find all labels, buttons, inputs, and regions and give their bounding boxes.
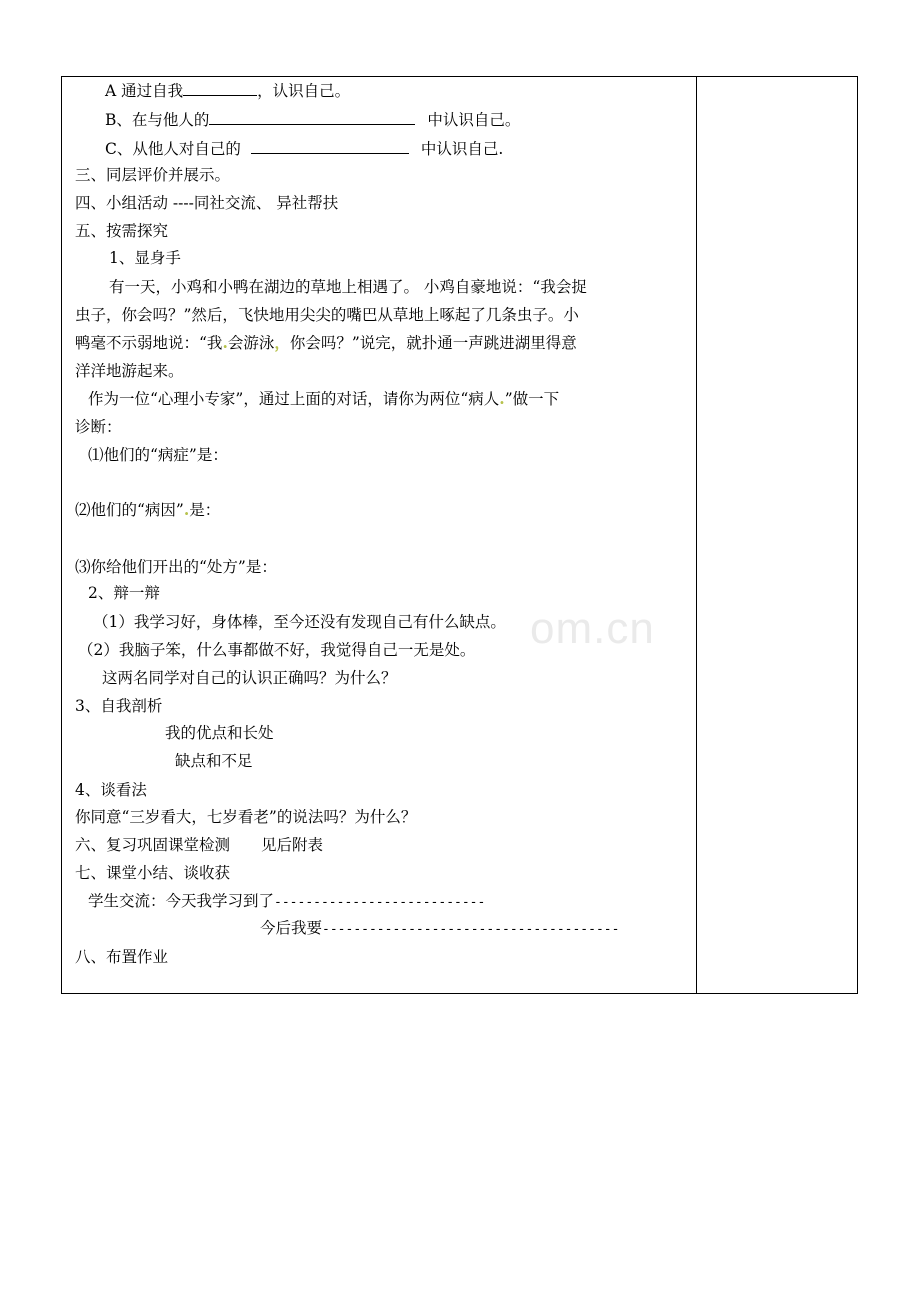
debate-question: 这两名同学对自己的认识正确吗？为什么？ [102, 669, 397, 687]
question-3: ⑶你给他们开出的“处方”是： [75, 558, 277, 576]
opinion-question: 你同意“三岁看大，七岁看老”的说法吗？为什么？ [75, 808, 417, 826]
story-line-2: 虫子，你会吗？”然后，飞快地用尖尖的嘴巴从草地上啄起了几条虫子。小 [75, 306, 579, 324]
item-c [105, 137, 503, 160]
expert-line-1b: ”做一下 [504, 390, 560, 408]
story-line-3b: 会游泳 [227, 334, 275, 352]
question-2a: ⑵他们的“病因” [75, 501, 184, 519]
item-b-text: B、在与他人的 [105, 111, 210, 129]
item-b-tail: 中认识自己。 [427, 111, 521, 129]
question-2b: 是： [189, 501, 221, 519]
section-7: 七、课堂小结、谈收获 [75, 864, 231, 882]
story-line-3: 鸭毫不示弱地说：“我.会游泳，你会吗？”说完，就扑通一声跳进湖里得意 [75, 333, 577, 352]
story-line-3a: 鸭毫不示弱地说：“我 [75, 334, 223, 352]
expert-line-2: 诊断： [75, 418, 122, 436]
section-5-4: 4、谈看法 [75, 781, 147, 799]
item-b [105, 108, 520, 131]
expert-line-1: 作为一位“心理小专家”，通过上面的对话，请你为两位“病人.”做一下 [88, 389, 560, 408]
advantages: 我的优点和长处 [165, 724, 274, 742]
question-2: ⑵他们的“病因”.是： [75, 500, 221, 519]
section-8: 八、布置作业 [75, 948, 169, 966]
section-4: 四、小组活动 ----同社交流、 异社帮扶 [75, 194, 339, 212]
learned-line [88, 890, 485, 914]
learned-dashes: --------------------------- [274, 895, 486, 910]
item-a [105, 79, 350, 102]
question-1: ⑴他们的“病症”是： [88, 446, 228, 464]
debate-2: （2）我脑子笨，什么事都做不好，我觉得自己一无是处。 [78, 641, 476, 659]
future-dashes: -------------------------------------- [322, 922, 620, 937]
section-6: 六、复习巩固课堂检测 见后附表 [75, 836, 324, 854]
future-text: 今后我要 [260, 919, 323, 937]
story-line-3c: 你会吗？”说完，就扑通一声跳进湖里得意 [289, 334, 577, 352]
column-divider [696, 77, 697, 993]
story-line-4: 洋洋地游起来。 [75, 362, 184, 380]
story-line-1: 有一天，小鸡和小鸭在湖边的草地上相遇了。 小鸡自豪地说：“我会捉 [109, 278, 587, 296]
section-3: 三、同层评价并展示。 [75, 166, 231, 184]
blank-c [251, 137, 409, 154]
worksheet-table [61, 76, 858, 994]
expert-line-1a: 作为一位“心理小专家”，通过上面的对话，请你为两位“病人 [88, 390, 500, 408]
blank-b [209, 108, 415, 125]
item-c-text: C、从他人对自己的 [105, 140, 241, 158]
item-a-text: A 通过自我 [105, 82, 184, 100]
learned-text: 学生交流：今天我学习到了 [88, 892, 275, 910]
watermark: om.cn [530, 604, 655, 653]
item-a-tail: ，认识自己。 [257, 82, 351, 100]
disadvantages: 缺点和不足 [175, 752, 253, 770]
future-line [260, 917, 619, 941]
section-5-2: 2、辩一辩 [88, 584, 160, 602]
section-5: 五、按需探究 [75, 222, 169, 240]
item-c-tail: 中认识自己. [420, 140, 504, 158]
blank-a [183, 79, 257, 96]
section-5-3: 3、自我剖析 [75, 697, 163, 715]
debate-1: （1）我学习好，身体棒，至今还没有发现自己有什么缺点。 [93, 613, 506, 631]
section-5-1: 1、显身手 [109, 249, 181, 267]
